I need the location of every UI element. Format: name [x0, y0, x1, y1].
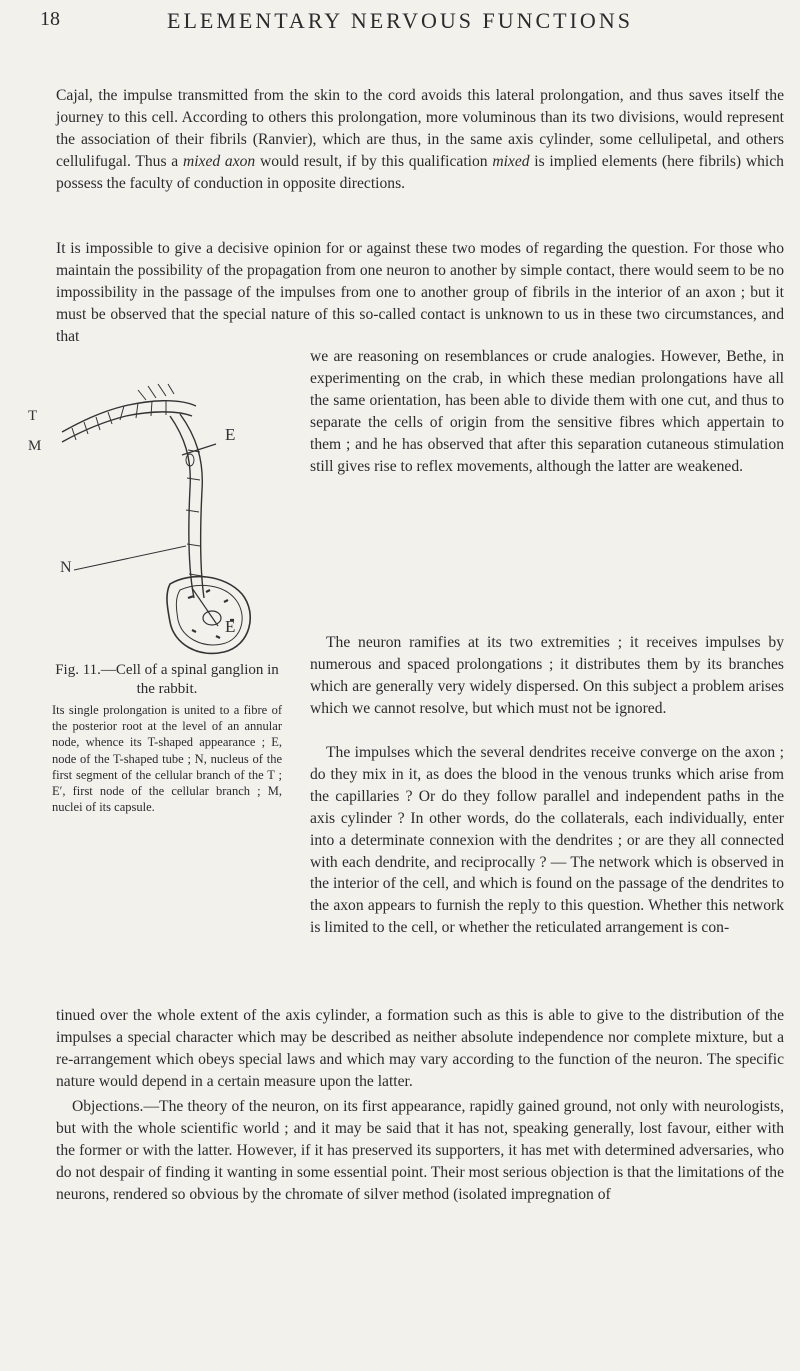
page-header [40, 8, 760, 38]
paragraph-1-text: Cajal, the impulse transmitted from the skin to the cord avoids this lateral prolongation, and thus saves itself the journey to this cell. According to others this prolongation, more voluminous than its two divisions, would represent the association of their fibrils (Ranvier), which are thus, in the same axis cylinder, some cellulipetal, and others cellulifugal. Thus a [56, 87, 784, 170]
label-M: M [28, 438, 42, 454]
paragraph-1-end: is implied elements (here fibrils) which possess the faculty of conduction in opposite directions. [56, 152, 784, 192]
ganglion-cell-illustration [20, 360, 290, 660]
label-T: T [28, 408, 38, 424]
emphasis-mixed: mixed [492, 152, 530, 170]
page-number: 18 [40, 8, 60, 30]
figure-caption [52, 661, 282, 815]
running-head: ELEMENTARY NERVOUS FUNCTIONS [167, 8, 633, 33]
paragraph-4: The impulses which the several dendrites receive converge on the axon ; do they mix in it, as does the blood in the venous trunks which arise from the capillaries ? Or do they follow parallel and independent paths in the axis cylinder ? In other words, do the collaterals, each individually, enter into a determinate connexion with the dendrites ; or are they all connected with each dendrite, and reciprocally ? — The network which is observed in the interior of the cell, and which is found on the passage of the dendrites to the axon appears to furnish the reply to this question. Whether this network is limited to the cell, or whether the reticulated arrangement is con- [310, 744, 784, 937]
label-E-prime: E [225, 617, 236, 636]
paragraph-3: The neuron ramifies at its two extremities ; it receives impulses by numerous and spaced prolongations ; it distributes them by its branches which are generally very widely dispersed. On this subject a problem arises which we cannot resolve, but which must not be ignored. [310, 634, 784, 717]
paragraph-objections: Objections.—The theory of the neuron, on its first appearance, rapidly gained ground, not only with neurologists, but with the whole scientific world ; and it may be said that it has not, speaking generally, lost favour, either with the former or with the latter. However, if it has preserved its supporters, it has met with determined adversaries, who do not despair of finding it wanting in some essential point. Their most serious objection is that the limitations of the neurons, rendered so obvious by the chromate of silver method (isolated impregnation of [56, 1098, 784, 1203]
paragraph-1-mid: would result, if by this qualification [259, 152, 488, 170]
paragraph-4-continued: tinued over the whole extent of the axis cylinder, a formation such as this is able to give to the distribution of the impulses a special character which may be described as neither absolute independence nor complete mixture, but a re-arrangement which obeys special laws and which may vary according to the function of the neuron. The specific nature would depend in a certain measure upon the latter. [56, 1007, 784, 1090]
figure-spinal-ganglion-cell [20, 360, 290, 660]
emphasis-mixed-axon: mixed axon [182, 152, 256, 170]
label-E: E [225, 425, 236, 444]
paragraph-2-full: It is impossible to give a decisive opinion for or against these two modes of regarding the question. For those who maintain the possibility of the propagation from one neuron to another by simple contact, there would seem to be no impossibility in the passage of the impulses from one to another group of fibrils in the interior of an axon ; but it must be observed that the special nature of this so-called contact is unknown to us in these two circumstances, and that [56, 240, 784, 345]
caption-title: Fig. 11.—Cell of a spinal ganglion in the rabbit. [55, 662, 279, 697]
caption-body: Its single prolongation is united to a fibre of the posterior root at the level of an annular node, whence its T-shaped appearance ; E, node of the T-shaped tube ; N, nucleus of the first segment of the cellular branch of the T ; E′, first node of the cellular branch ; M, nuclei of its capsule. [52, 703, 282, 815]
label-N: N [60, 559, 72, 576]
paragraph-1 [56, 85, 784, 195]
paragraph-2-narrow: we are reasoning on resemblances or crude analogies. However, Bethe, in experimenting on the crab, in which these median prolongations have all the same orientation, has been able to divide them with one cut, and thus to separate the cells of origin from the sensitive fibres which appertain to them ; and he has observed that after this separation cutaneous stimulation still gives rise to reflex movements, although the latter are weakened. [310, 348, 784, 475]
